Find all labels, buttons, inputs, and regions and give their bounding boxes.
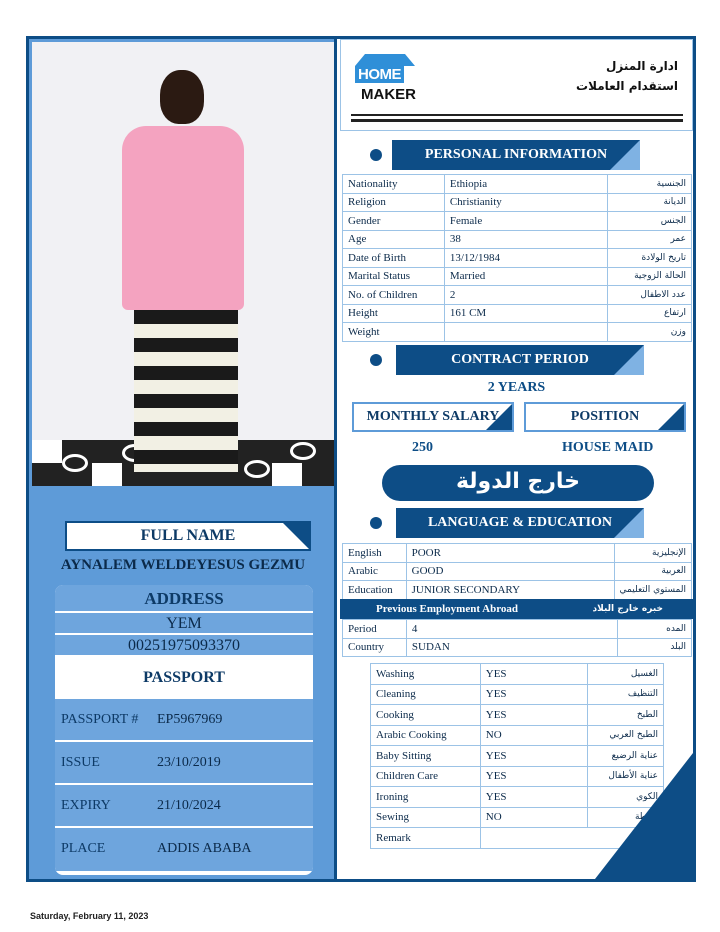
skill-value: YES bbox=[480, 705, 587, 726]
skill-label: Children Care bbox=[371, 766, 481, 787]
person-shirt bbox=[122, 126, 244, 310]
passport-row-value: 23/10/2019 bbox=[157, 755, 221, 770]
row-label-arabic: الديانة bbox=[608, 193, 692, 212]
bullet-dot-icon bbox=[370, 149, 382, 161]
monthly-salary-value: 250 bbox=[412, 440, 433, 455]
contract-period-header bbox=[396, 345, 644, 375]
table-row bbox=[343, 581, 692, 600]
row-label-arabic: تاريخ الولادة bbox=[608, 249, 692, 268]
bullet-dot-icon bbox=[370, 517, 382, 529]
row-label-arabic: العربية bbox=[614, 562, 691, 581]
passport-row-key: EXPIRY bbox=[61, 798, 111, 813]
passport-row-value: ADDIS ABABA bbox=[157, 841, 252, 856]
language-education-header bbox=[396, 508, 644, 538]
skill-label-arabic: الغسيل bbox=[588, 664, 664, 685]
floor-tile bbox=[32, 440, 62, 463]
skill-label-arabic: الطبخ العربي bbox=[588, 725, 664, 746]
position-label: POSITION bbox=[570, 409, 640, 424]
remark-label: Remark bbox=[371, 828, 481, 849]
row-label-arabic: عمر bbox=[608, 230, 692, 249]
row-value: 4 bbox=[406, 620, 617, 639]
table-row bbox=[343, 562, 692, 581]
footer-date: Saturday, February 11, 2023 bbox=[30, 911, 149, 921]
row-value: SUDAN bbox=[406, 638, 617, 657]
skill-value: YES bbox=[480, 664, 587, 685]
skill-label-arabic: الكوي bbox=[588, 787, 664, 808]
row-value bbox=[444, 323, 607, 342]
table-row bbox=[343, 249, 692, 268]
address-country: YEM bbox=[55, 613, 313, 635]
contract-period-title: CONTRACT PERIOD bbox=[451, 352, 589, 367]
skill-label: Sewing bbox=[371, 807, 481, 828]
position-header bbox=[524, 402, 686, 432]
brand-divider bbox=[351, 114, 683, 122]
position-value: HOUSE MAID bbox=[562, 440, 654, 455]
row-label: Age bbox=[343, 230, 445, 249]
language-education-title: LANGUAGE & EDUCATION bbox=[427, 515, 613, 530]
language-table bbox=[342, 543, 692, 600]
skill-value: YES bbox=[480, 766, 587, 787]
table-row bbox=[343, 286, 692, 305]
full-name-header bbox=[65, 521, 311, 551]
skill-value: YES bbox=[480, 684, 587, 705]
corner-decoration bbox=[595, 753, 693, 879]
right-panel bbox=[340, 39, 693, 879]
arabic-brand-line: ادارة المنزل bbox=[606, 59, 678, 73]
full-name-label: FULL NAME bbox=[140, 527, 236, 544]
row-value: 161 CM bbox=[444, 304, 607, 323]
previous-employment-header bbox=[340, 599, 693, 619]
row-value: JUNIOR SECONDARY bbox=[406, 581, 614, 600]
skill-label: Cleaning bbox=[371, 684, 481, 705]
skill-label: Arabic Cooking bbox=[371, 725, 481, 746]
destination-pill: خارج الدولة bbox=[382, 465, 654, 501]
row-label: Height bbox=[343, 304, 445, 323]
passport-label: PASSPORT bbox=[55, 657, 313, 699]
left-panel bbox=[29, 39, 337, 879]
row-label-arabic: الجنس bbox=[608, 212, 692, 231]
passport-row-key: PLACE bbox=[61, 841, 106, 856]
logo-maker-text: MAKER bbox=[361, 86, 416, 103]
table-row bbox=[343, 638, 692, 657]
personal-info-table bbox=[342, 174, 692, 342]
full-name-value: AYNALEM WELDEYESUS GEZMU bbox=[60, 557, 306, 573]
person-head bbox=[160, 70, 204, 124]
row-label-arabic: الجنسية bbox=[608, 175, 692, 194]
arabic-brand-line: استقدام العاملات bbox=[576, 79, 678, 93]
row-label: Gender bbox=[343, 212, 445, 231]
row-value: POOR bbox=[406, 544, 614, 563]
address-passport-panel bbox=[55, 585, 313, 875]
table-row bbox=[343, 175, 692, 194]
table-row bbox=[371, 664, 664, 685]
skill-label: Baby Sitting bbox=[371, 746, 481, 767]
skill-label-arabic: التنظيف bbox=[588, 684, 664, 705]
floor-swirl bbox=[244, 460, 270, 478]
row-label-arabic: عدد الاطفال bbox=[608, 286, 692, 305]
passport-row-key: PASSPORT # bbox=[61, 712, 139, 727]
passport-place-row bbox=[55, 828, 313, 871]
row-label: Nationality bbox=[343, 175, 445, 194]
skill-label: Washing bbox=[371, 664, 481, 685]
table-row bbox=[343, 230, 692, 249]
skill-label-arabic: الطبخ bbox=[588, 705, 664, 726]
row-value: 13/12/1984 bbox=[444, 249, 607, 268]
row-label: Marital Status bbox=[343, 267, 445, 286]
header-cut-corner bbox=[610, 140, 640, 170]
table-row bbox=[343, 620, 692, 639]
row-label-arabic: وزن bbox=[608, 323, 692, 342]
bullet-dot-icon bbox=[370, 354, 382, 366]
candidate-photo bbox=[32, 42, 334, 486]
table-row bbox=[343, 544, 692, 563]
address-phone: 00251975093370 bbox=[55, 635, 313, 657]
row-value: 38 bbox=[444, 230, 607, 249]
passport-row-key: ISSUE bbox=[61, 755, 100, 770]
row-value: Ethiopia bbox=[444, 175, 607, 194]
row-label-arabic: المستوي التعليمي bbox=[614, 581, 691, 600]
floor-tile bbox=[92, 463, 122, 486]
passport-issue-row bbox=[55, 742, 313, 785]
personal-info-title: PERSONAL INFORMATION bbox=[424, 147, 608, 162]
header-corner-triangle bbox=[283, 523, 309, 549]
row-value: Married bbox=[444, 267, 607, 286]
row-label-arabic: الإنجليزية bbox=[614, 544, 691, 563]
monthly-salary-label: MONTHLY SALARY bbox=[366, 409, 500, 424]
skill-label: Cooking bbox=[371, 705, 481, 726]
brand-header bbox=[340, 39, 693, 131]
table-row bbox=[343, 267, 692, 286]
row-label-arabic: البلد bbox=[618, 638, 692, 657]
home-roof-icon bbox=[355, 54, 415, 66]
skill-value: NO bbox=[480, 807, 587, 828]
previous-employment-title: Previous Employment Abroad bbox=[376, 603, 518, 615]
header-cut-corner bbox=[658, 404, 684, 430]
address-label: ADDRESS bbox=[55, 585, 313, 613]
skill-label-arabic: خياطة bbox=[588, 807, 664, 828]
skill-value: NO bbox=[480, 725, 587, 746]
monthly-salary-header bbox=[352, 402, 514, 432]
table-row bbox=[343, 304, 692, 323]
table-row bbox=[371, 705, 664, 726]
row-value: Christianity bbox=[444, 193, 607, 212]
contract-period-value: 2 YEARS bbox=[487, 380, 546, 395]
passport-expiry-row bbox=[55, 785, 313, 828]
row-value: Female bbox=[444, 212, 607, 231]
person-skirt bbox=[134, 310, 238, 472]
table-row bbox=[371, 725, 664, 746]
arabic-brand-text bbox=[576, 56, 678, 96]
skill-label: Ironing bbox=[371, 787, 481, 808]
table-row bbox=[371, 684, 664, 705]
floor-tile bbox=[272, 463, 302, 486]
skill-value: YES bbox=[480, 787, 587, 808]
header-cut-corner bbox=[614, 345, 644, 375]
row-value: GOOD bbox=[406, 562, 614, 581]
skill-label-arabic: عناية الأطفال bbox=[588, 766, 664, 787]
passport-number-row bbox=[55, 699, 313, 742]
table-row bbox=[343, 193, 692, 212]
floor-swirl bbox=[62, 454, 88, 472]
skill-value: YES bbox=[480, 746, 587, 767]
table-row bbox=[343, 212, 692, 231]
row-label: Arabic bbox=[343, 562, 407, 581]
personal-info-header bbox=[392, 140, 640, 170]
previous-employment-title-arabic: خبره خارج البلاد bbox=[592, 604, 663, 614]
row-label-arabic: الحالة الزوجية bbox=[608, 267, 692, 286]
passport-row-value: EP5967969 bbox=[157, 712, 223, 727]
row-label: Education bbox=[343, 581, 407, 600]
row-label: Weight bbox=[343, 323, 445, 342]
row-label: Country bbox=[343, 638, 407, 657]
cv-frame bbox=[26, 36, 696, 882]
row-label: English bbox=[343, 544, 407, 563]
row-value: 2 bbox=[444, 286, 607, 305]
table-row bbox=[343, 323, 692, 342]
row-label-arabic: ارتفاع bbox=[608, 304, 692, 323]
floor-swirl bbox=[290, 442, 316, 460]
passport-row-value: 21/10/2024 bbox=[157, 798, 221, 813]
logo-home-text: HOME bbox=[355, 66, 404, 83]
header-cut-corner bbox=[614, 508, 644, 538]
row-label: Date of Birth bbox=[343, 249, 445, 268]
row-label: Religion bbox=[343, 193, 445, 212]
row-label-arabic: المده bbox=[618, 620, 692, 639]
previous-employment-table bbox=[342, 619, 692, 657]
header-cut-corner bbox=[486, 404, 512, 430]
skill-label-arabic: عناية الرضيع bbox=[588, 746, 664, 767]
row-label: Period bbox=[343, 620, 407, 639]
row-label: No. of Children bbox=[343, 286, 445, 305]
